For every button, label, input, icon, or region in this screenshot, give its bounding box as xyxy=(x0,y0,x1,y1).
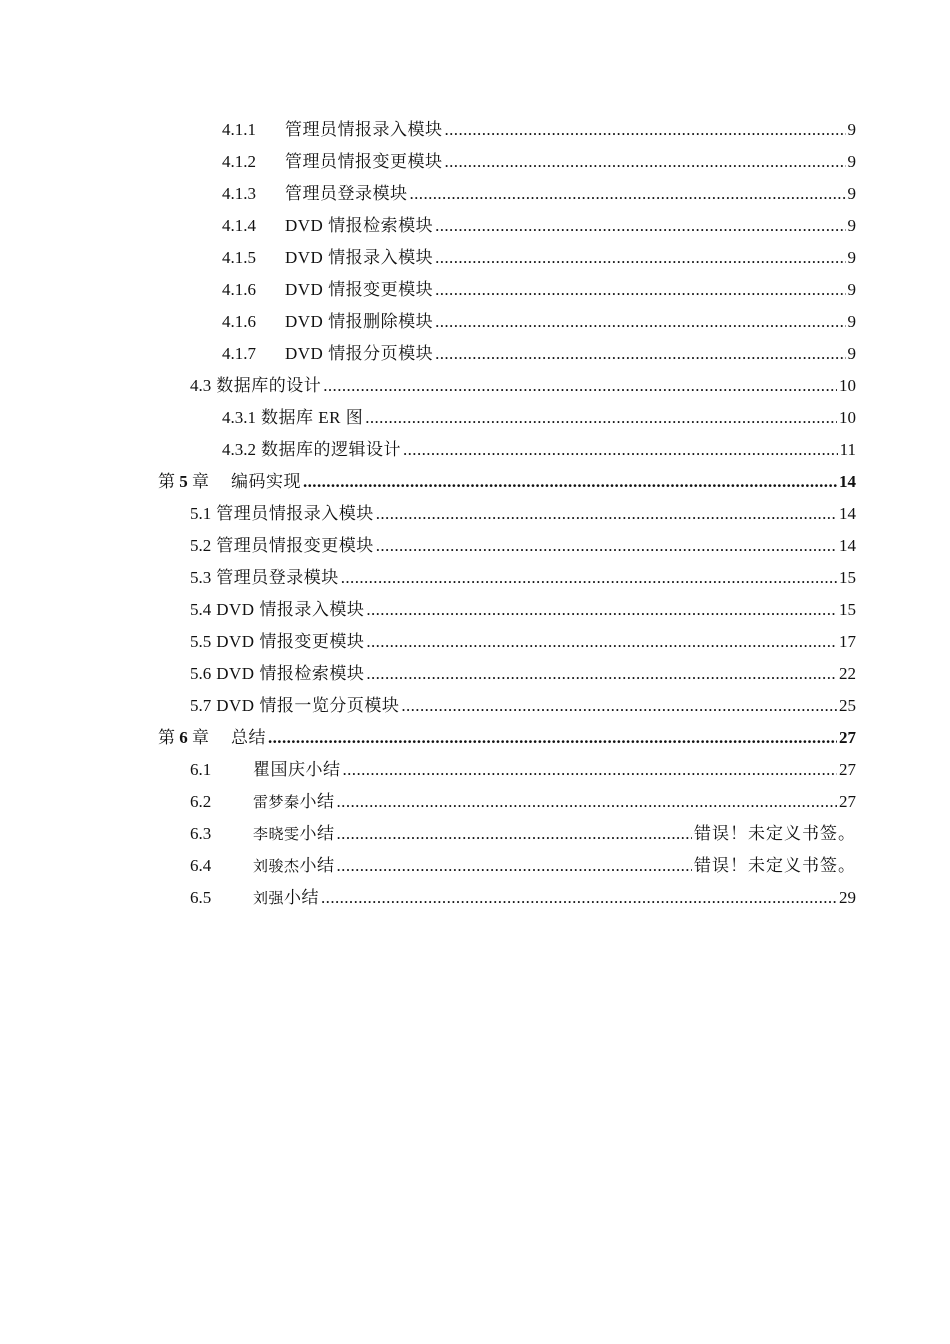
toc-entry-title: 总结 xyxy=(231,728,266,747)
toc-entry-number: 4.3.2 xyxy=(222,440,256,459)
toc-entry-number: 4.1.2 xyxy=(222,152,256,171)
toc-entry-page: 27 xyxy=(839,728,856,747)
toc-entry-number: 4.1.3 xyxy=(222,184,256,203)
dot-leader xyxy=(403,434,838,466)
toc-entry-number: 5.2 xyxy=(190,536,212,555)
toc-entry-title: DVD 情报检索模块 xyxy=(216,664,365,683)
dot-leader xyxy=(435,338,845,370)
chapter-suffix: 章 xyxy=(192,728,209,747)
toc-entry[interactable] xyxy=(222,178,856,210)
toc-entry-number: 4.1.6 xyxy=(222,280,256,299)
dot-leader xyxy=(366,658,837,690)
toc-entry-page: 9 xyxy=(847,312,856,331)
toc-entry-title: 数据库的设计 xyxy=(216,376,322,395)
toc-entry-title: DVD 情报变更模块 xyxy=(216,632,365,651)
toc-entry-number: 6.5 xyxy=(190,888,212,907)
dot-leader xyxy=(337,786,837,818)
dot-leader xyxy=(435,210,845,242)
toc-entry-page: 27 xyxy=(839,792,856,811)
toc-entry[interactable] xyxy=(190,786,856,818)
toc-entry-title: DVD 情报录入模块 xyxy=(216,600,365,619)
toc-entry-number: 6.4 xyxy=(190,856,212,875)
toc-entry-number: 5.5 xyxy=(190,632,212,651)
toc-entry-page: 9 xyxy=(847,216,856,235)
toc-entry-title: 管理员情报录入模块 xyxy=(216,504,374,523)
toc-entry[interactable] xyxy=(222,114,856,146)
toc-entry-number: 5.3 xyxy=(190,568,212,587)
toc-chapter-number xyxy=(158,466,209,498)
toc-entry-title: 管理员登录模块 xyxy=(285,184,408,203)
toc-entry-number: 4.3.1 xyxy=(222,408,256,427)
toc-entry-number: 6.2 xyxy=(190,792,212,811)
toc-entry[interactable] xyxy=(190,690,856,722)
toc-entry-title xyxy=(253,850,335,883)
dot-leader xyxy=(410,178,846,210)
toc-entry-title: 管理员登录模块 xyxy=(216,568,339,587)
dot-leader xyxy=(366,626,837,658)
toc-entry-page: 29 xyxy=(839,888,856,907)
toc-entry-title xyxy=(253,882,319,915)
toc-entry-author: 刘强 xyxy=(253,890,285,907)
toc-entry-page: 9 xyxy=(847,344,856,363)
toc-entry-page: 15 xyxy=(839,568,856,587)
toc-entry-title: 管理员情报变更模块 xyxy=(285,152,443,171)
toc-entry[interactable] xyxy=(190,562,856,594)
toc-entry[interactable] xyxy=(190,882,856,914)
toc-entry-page: 22 xyxy=(839,664,856,683)
toc-entry-title: DVD 情报一览分页模块 xyxy=(216,696,400,715)
toc-entry[interactable] xyxy=(190,498,856,530)
toc-entry-title: DVD 情报检索模块 xyxy=(285,216,434,235)
toc-entry-page: 27 xyxy=(839,760,856,779)
toc-entry[interactable] xyxy=(190,754,856,786)
toc-entry[interactable] xyxy=(222,402,856,434)
toc-entry-page: 9 xyxy=(847,120,856,139)
toc-entry-page: 9 xyxy=(847,248,856,267)
toc-entry-page: 9 xyxy=(847,184,856,203)
toc-entry[interactable] xyxy=(222,338,856,370)
toc-entry-number: 6.1 xyxy=(190,760,212,779)
dot-leader xyxy=(365,402,837,434)
toc-entry-author: 雷梦秦 xyxy=(253,794,300,811)
toc-entry-page-error: 错误！未定义书签。 xyxy=(694,856,856,875)
toc-entry-number: 4.1.1 xyxy=(222,120,256,139)
dot-leader xyxy=(435,242,845,274)
toc-entry[interactable] xyxy=(190,818,856,850)
toc-entry-number: 6.3 xyxy=(190,824,212,843)
dot-leader xyxy=(268,722,837,754)
toc-chapter-entry[interactable] xyxy=(158,466,856,498)
toc-entry-number: 4.1.4 xyxy=(222,216,256,235)
toc-entry-author: 李晓雯 xyxy=(253,826,300,843)
toc-entry-title: 管理员情报录入模块 xyxy=(285,120,443,139)
dot-leader xyxy=(343,754,838,786)
toc-entry-title xyxy=(253,786,335,819)
toc-entry-title-rest: 小结 xyxy=(299,823,335,843)
toc-entry-number: 4.1.7 xyxy=(222,344,256,363)
dot-leader xyxy=(337,850,692,882)
dot-leader xyxy=(321,882,837,914)
toc-entry-title-rest: 小结 xyxy=(284,887,320,907)
chapter-no: 6 xyxy=(179,728,188,747)
dot-leader xyxy=(445,114,846,146)
toc-entry-page: 17 xyxy=(839,632,856,651)
toc-entry[interactable] xyxy=(190,370,856,402)
toc-entry[interactable] xyxy=(190,850,856,882)
toc-entry-title: DVD 情报删除模块 xyxy=(285,312,434,331)
dot-leader xyxy=(303,466,837,498)
toc-entry-title xyxy=(253,818,335,851)
toc-entry[interactable] xyxy=(190,594,856,626)
toc-entry-title: 瞿国庆小结 xyxy=(253,760,341,779)
toc-entry-title: DVD 情报录入模块 xyxy=(285,248,434,267)
toc-entry-number: 5.1 xyxy=(190,504,212,523)
toc-entry[interactable] xyxy=(222,210,856,242)
dot-leader xyxy=(337,818,692,850)
toc-entry-number: 5.4 xyxy=(190,600,212,619)
toc-entry-title: DVD 情报分页模块 xyxy=(285,344,434,363)
toc-entry[interactable] xyxy=(222,274,856,306)
chapter-suffix: 章 xyxy=(192,472,209,491)
toc-entry-page-error: 错误！未定义书签。 xyxy=(694,824,856,843)
toc-entry-page: 10 xyxy=(839,376,856,395)
toc-entry-page: 11 xyxy=(839,440,856,459)
toc-entry-number: 5.6 xyxy=(190,664,212,683)
dot-leader xyxy=(341,562,837,594)
toc-entry-title: 管理员情报变更模块 xyxy=(216,536,374,555)
dot-leader xyxy=(323,370,837,402)
toc-entry-title: DVD 情报变更模块 xyxy=(285,280,434,299)
toc-entry-title: 编码实现 xyxy=(231,472,301,491)
toc-entry-title: 数据库 ER 图 xyxy=(261,408,364,427)
toc-chapter-number xyxy=(158,722,209,754)
dot-leader xyxy=(366,594,837,626)
dot-leader xyxy=(376,530,837,562)
toc-entry-number: 5.7 xyxy=(190,696,212,715)
toc-entry[interactable] xyxy=(222,242,856,274)
toc-entry-title-rest: 小结 xyxy=(299,855,335,875)
dot-leader xyxy=(401,690,837,722)
toc-entry[interactable] xyxy=(222,434,856,466)
toc-chapter-entry[interactable] xyxy=(158,722,856,754)
dot-leader xyxy=(435,274,845,306)
toc-entry[interactable] xyxy=(222,146,856,178)
toc-entry-number: 4.1.5 xyxy=(222,248,256,267)
chapter-no: 5 xyxy=(179,472,188,491)
toc-entry-number: 4.3 xyxy=(190,376,212,395)
dot-leader xyxy=(445,146,846,178)
toc-entry-page: 10 xyxy=(839,408,856,427)
toc-entry[interactable] xyxy=(190,626,856,658)
toc-entry-page: 14 xyxy=(839,536,856,555)
dot-leader xyxy=(435,306,845,338)
toc-entry[interactable] xyxy=(190,658,856,690)
toc-entry[interactable] xyxy=(222,306,856,338)
toc-entry-number: 4.1.6 xyxy=(222,312,256,331)
toc-entry-page: 9 xyxy=(847,152,856,171)
chapter-prefix: 第 xyxy=(158,472,175,491)
toc-entry-page: 9 xyxy=(847,280,856,299)
toc-entry-page: 15 xyxy=(839,600,856,619)
toc-entry-title: 数据库的逻辑设计 xyxy=(261,440,401,459)
chapter-prefix: 第 xyxy=(158,728,175,747)
toc-entry-author: 刘骏杰 xyxy=(253,858,300,875)
toc-entry-page: 25 xyxy=(839,696,856,715)
toc-entry[interactable] xyxy=(190,530,856,562)
toc-entry-title-rest: 小结 xyxy=(299,791,335,811)
dot-leader xyxy=(376,498,837,530)
toc-entry-page: 14 xyxy=(839,472,856,491)
toc-entry-page: 14 xyxy=(839,504,856,523)
